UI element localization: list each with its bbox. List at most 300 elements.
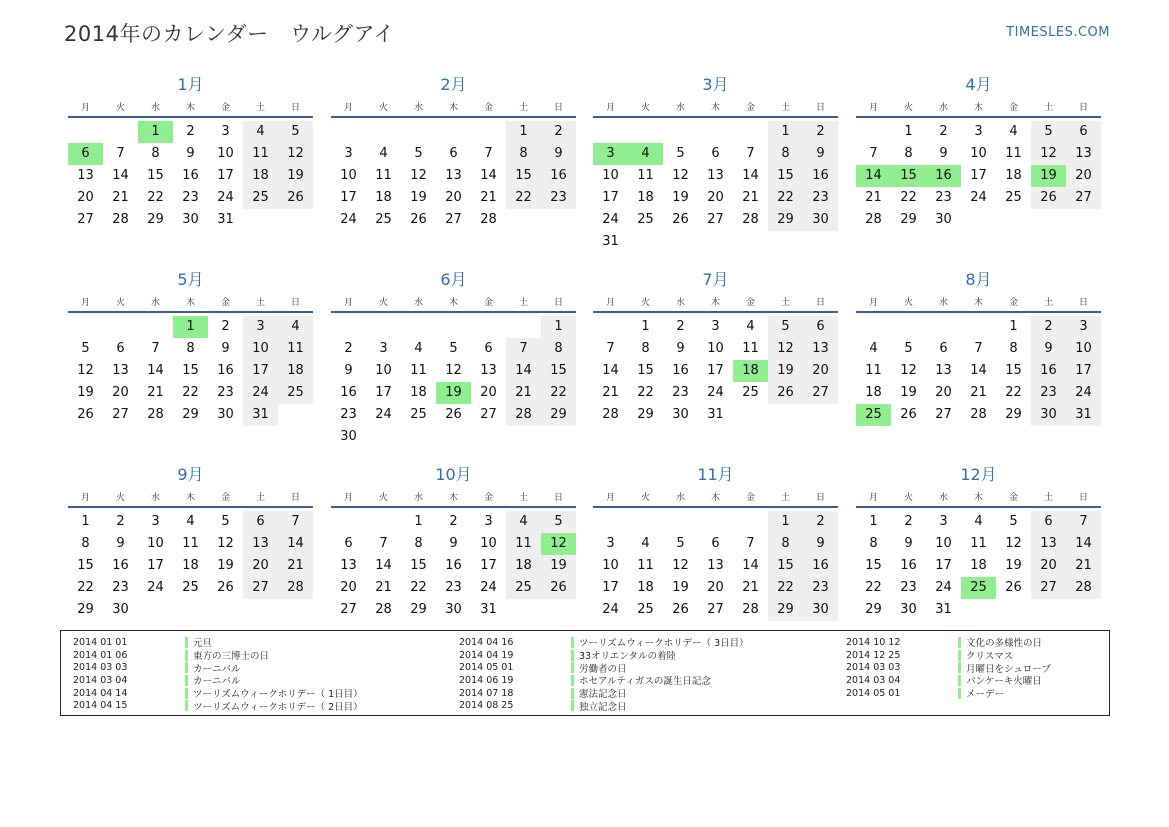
weekend-day-cell[interactable]: 11 [278,338,313,360]
holiday-day-cell[interactable]: 25 [856,404,891,426]
weekend-day-cell[interactable]: 3 [243,316,278,338]
day-cell[interactable]: 3 [711,319,720,334]
day-cell[interactable]: 2 [904,514,913,529]
day-cell[interactable]: 11 [182,536,199,551]
day-cell[interactable]: 11 [637,168,654,183]
day-cell[interactable]: 14 [970,363,987,378]
day-cell[interactable]: 8 [904,146,913,161]
day-cell[interactable]: 9 [676,341,685,356]
weekend-day-cell[interactable]: 24 [243,382,278,404]
weekend-day-cell[interactable]: 29 [768,599,803,621]
weekend-day-cell[interactable]: 6 [243,511,278,533]
day-cell[interactable]: 9 [939,146,948,161]
day-cell[interactable]: 12 [1005,536,1022,551]
day-cell[interactable]: 2 [939,124,948,139]
day-cell[interactable]: 3 [221,124,230,139]
day-cell[interactable]: 10 [970,146,987,161]
day-cell[interactable]: 6 [484,341,493,356]
weekend-day-cell[interactable]: 6 [1066,121,1101,143]
holiday-day-cell[interactable]: 19 [436,382,471,404]
day-cell[interactable]: 11 [742,341,759,356]
day-cell[interactable]: 18 [637,190,654,205]
day-cell[interactable]: 29 [637,407,654,422]
day-cell[interactable]: 12 [217,536,234,551]
holiday-day-cell[interactable]: 18 [733,360,768,382]
day-cell[interactable]: 21 [970,385,987,400]
weekend-day-cell[interactable]: 15 [541,360,576,382]
day-cell[interactable]: 14 [742,558,759,573]
day-cell[interactable]: 21 [865,190,882,205]
weekend-day-cell[interactable]: 1 [541,316,576,338]
day-cell[interactable]: 26 [217,580,234,595]
day-cell[interactable]: 15 [147,168,164,183]
weekend-day-cell[interactable]: 2 [803,511,838,533]
day-cell[interactable]: 3 [939,514,948,529]
day-cell[interactable]: 25 [637,602,654,617]
weekend-day-cell[interactable]: 12 [1031,143,1066,165]
day-cell[interactable]: 29 [1005,407,1022,422]
day-cell[interactable]: 4 [974,514,983,529]
day-cell[interactable]: 13 [707,558,724,573]
day-cell[interactable]: 24 [935,580,952,595]
day-cell[interactable]: 27 [707,602,724,617]
day-cell[interactable]: 27 [340,602,357,617]
day-cell[interactable]: 24 [217,190,234,205]
day-cell[interactable]: 31 [707,407,724,422]
day-cell[interactable]: 28 [480,212,497,227]
day-cell[interactable]: 12 [672,558,689,573]
weekend-day-cell[interactable]: 29 [541,404,576,426]
day-cell[interactable]: 26 [445,407,462,422]
day-cell[interactable]: 7 [116,146,125,161]
weekend-day-cell[interactable]: 13 [243,533,278,555]
weekend-day-cell[interactable]: 25 [506,577,541,599]
day-cell[interactable]: 1 [414,514,423,529]
weekend-day-cell[interactable]: 28 [278,577,313,599]
day-cell[interactable]: 25 [742,385,759,400]
day-cell[interactable]: 14 [742,168,759,183]
weekend-day-cell[interactable]: 17 [243,360,278,382]
day-cell[interactable]: 30 [935,212,952,227]
day-cell[interactable]: 17 [480,558,497,573]
holiday-day-cell[interactable]: 25 [961,577,996,599]
weekend-day-cell[interactable]: 16 [1031,360,1066,382]
weekend-day-cell[interactable]: 8 [541,338,576,360]
day-cell[interactable]: 8 [186,341,195,356]
day-cell[interactable]: 22 [900,190,917,205]
holiday-day-cell[interactable]: 6 [68,143,103,165]
day-cell[interactable]: 17 [147,558,164,573]
day-cell[interactable]: 27 [445,212,462,227]
weekend-day-cell[interactable]: 23 [803,577,838,599]
day-cell[interactable]: 3 [974,124,983,139]
day-cell[interactable]: 7 [484,146,493,161]
day-cell[interactable]: 27 [935,407,952,422]
holiday-day-cell[interactable]: 14 [856,165,891,187]
weekend-day-cell[interactable]: 25 [278,382,313,404]
day-cell[interactable]: 4 [379,146,388,161]
weekend-day-cell[interactable]: 5 [1031,121,1066,143]
weekend-day-cell[interactable]: 9 [1031,338,1066,360]
weekend-day-cell[interactable]: 18 [506,555,541,577]
day-cell[interactable]: 26 [672,602,689,617]
weekend-day-cell[interactable]: 22 [541,382,576,404]
day-cell[interactable]: 19 [672,580,689,595]
day-cell[interactable]: 16 [112,558,129,573]
day-cell[interactable]: 11 [637,558,654,573]
weekend-day-cell[interactable]: 1 [506,121,541,143]
day-cell[interactable]: 10 [147,536,164,551]
day-cell[interactable]: 26 [900,407,917,422]
weekend-day-cell[interactable]: 29 [768,209,803,231]
weekend-day-cell[interactable]: 23 [1031,382,1066,404]
day-cell[interactable]: 9 [116,536,125,551]
holiday-day-cell[interactable]: 1 [138,121,173,143]
day-cell[interactable]: 18 [410,385,427,400]
day-cell[interactable]: 12 [445,363,462,378]
day-cell[interactable]: 22 [865,580,882,595]
day-cell[interactable]: 4 [641,536,650,551]
weekend-day-cell[interactable]: 2 [803,121,838,143]
weekend-day-cell[interactable]: 8 [768,143,803,165]
weekend-day-cell[interactable]: 8 [768,533,803,555]
day-cell[interactable]: 21 [742,190,759,205]
day-cell[interactable]: 28 [112,212,129,227]
day-cell[interactable]: 30 [112,602,129,617]
holiday-day-cell[interactable]: 15 [891,165,926,187]
day-cell[interactable]: 8 [1009,341,1018,356]
day-cell[interactable]: 4 [1009,124,1018,139]
weekend-day-cell[interactable]: 10 [1066,338,1101,360]
day-cell[interactable]: 31 [217,212,234,227]
day-cell[interactable]: 18 [865,385,882,400]
day-cell[interactable]: 30 [340,429,357,444]
day-cell[interactable]: 17 [602,580,619,595]
day-cell[interactable]: 16 [217,363,234,378]
weekend-day-cell[interactable]: 4 [506,511,541,533]
weekend-day-cell[interactable]: 21 [1066,555,1101,577]
day-cell[interactable]: 3 [484,514,493,529]
day-cell[interactable]: 15 [182,363,199,378]
day-cell[interactable]: 27 [707,212,724,227]
day-cell[interactable]: 14 [112,168,129,183]
day-cell[interactable]: 23 [217,385,234,400]
day-cell[interactable]: 22 [1005,385,1022,400]
weekend-day-cell[interactable]: 10 [243,338,278,360]
weekend-day-cell[interactable]: 2 [541,121,576,143]
day-cell[interactable]: 27 [480,407,497,422]
day-cell[interactable]: 28 [375,602,392,617]
day-cell[interactable]: 28 [970,407,987,422]
weekend-day-cell[interactable]: 31 [243,404,278,426]
weekend-day-cell[interactable]: 26 [541,577,576,599]
weekend-day-cell[interactable]: 23 [541,187,576,209]
day-cell[interactable]: 24 [970,190,987,205]
weekend-day-cell[interactable]: 11 [243,143,278,165]
day-cell[interactable]: 29 [147,212,164,227]
day-cell[interactable]: 25 [375,212,392,227]
weekend-day-cell[interactable]: 12 [768,338,803,360]
day-cell[interactable]: 16 [445,558,462,573]
day-cell[interactable]: 17 [217,168,234,183]
weekend-day-cell[interactable]: 11 [506,533,541,555]
day-cell[interactable]: 24 [147,580,164,595]
day-cell[interactable]: 3 [606,536,615,551]
day-cell[interactable]: 7 [974,341,983,356]
weekend-day-cell[interactable]: 5 [768,316,803,338]
day-cell[interactable]: 15 [77,558,94,573]
weekend-day-cell[interactable]: 19 [541,555,576,577]
weekend-day-cell[interactable]: 15 [506,165,541,187]
day-cell[interactable]: 21 [112,190,129,205]
day-cell[interactable]: 3 [344,146,353,161]
day-cell[interactable]: 7 [869,146,878,161]
day-cell[interactable]: 11 [865,363,882,378]
weekend-day-cell[interactable]: 2 [1031,316,1066,338]
day-cell[interactable]: 27 [77,212,94,227]
day-cell[interactable]: 26 [672,212,689,227]
weekend-day-cell[interactable]: 9 [803,533,838,555]
day-cell[interactable]: 16 [182,168,199,183]
day-cell[interactable]: 12 [672,168,689,183]
day-cell[interactable]: 28 [602,407,619,422]
weekend-day-cell[interactable]: 20 [243,555,278,577]
weekend-day-cell[interactable]: 13 [803,338,838,360]
weekend-day-cell[interactable]: 1 [768,511,803,533]
holiday-day-cell[interactable]: 4 [628,143,663,165]
day-cell[interactable]: 29 [410,602,427,617]
day-cell[interactable]: 19 [1005,558,1022,573]
day-cell[interactable]: 8 [414,536,423,551]
day-cell[interactable]: 7 [379,536,388,551]
day-cell[interactable]: 12 [900,363,917,378]
day-cell[interactable]: 15 [637,363,654,378]
weekend-day-cell[interactable]: 27 [1066,187,1101,209]
day-cell[interactable]: 23 [900,580,917,595]
weekend-day-cell[interactable]: 20 [1031,555,1066,577]
day-cell[interactable]: 13 [445,168,462,183]
day-cell[interactable]: 20 [77,190,94,205]
day-cell[interactable]: 28 [742,602,759,617]
day-cell[interactable]: 17 [602,190,619,205]
weekend-day-cell[interactable]: 1 [768,121,803,143]
weekend-day-cell[interactable]: 26 [768,382,803,404]
weekend-day-cell[interactable]: 25 [243,187,278,209]
weekend-day-cell[interactable]: 14 [506,360,541,382]
day-cell[interactable]: 7 [746,536,755,551]
weekend-day-cell[interactable]: 30 [803,599,838,621]
weekend-day-cell[interactable]: 4 [278,316,313,338]
weekend-day-cell[interactable]: 24 [1066,382,1101,404]
weekend-day-cell[interactable]: 4 [243,121,278,143]
weekend-day-cell[interactable]: 12 [278,143,313,165]
day-cell[interactable]: 1 [81,514,90,529]
day-cell[interactable]: 12 [410,168,427,183]
day-cell[interactable]: 5 [676,536,685,551]
day-cell[interactable]: 20 [445,190,462,205]
day-cell[interactable]: 8 [641,341,650,356]
day-cell[interactable]: 6 [449,146,458,161]
day-cell[interactable]: 14 [480,168,497,183]
day-cell[interactable]: 1 [641,319,650,334]
weekend-day-cell[interactable]: 3 [1066,316,1101,338]
day-cell[interactable]: 5 [81,341,90,356]
day-cell[interactable]: 13 [935,363,952,378]
day-cell[interactable]: 9 [344,363,353,378]
weekend-day-cell[interactable]: 21 [278,555,313,577]
day-cell[interactable]: 10 [340,168,357,183]
day-cell[interactable]: 22 [77,580,94,595]
day-cell[interactable]: 25 [410,407,427,422]
holiday-day-cell[interactable]: 1 [173,316,208,338]
day-cell[interactable]: 28 [865,212,882,227]
day-cell[interactable]: 3 [151,514,160,529]
day-cell[interactable]: 8 [869,536,878,551]
weekend-day-cell[interactable]: 17 [1066,360,1101,382]
day-cell[interactable]: 10 [602,558,619,573]
day-cell[interactable]: 25 [1005,190,1022,205]
day-cell[interactable]: 29 [77,602,94,617]
day-cell[interactable]: 23 [445,580,462,595]
day-cell[interactable]: 11 [970,536,987,551]
weekend-day-cell[interactable]: 7 [278,511,313,533]
day-cell[interactable]: 2 [344,341,353,356]
day-cell[interactable]: 18 [637,580,654,595]
day-cell[interactable]: 13 [707,168,724,183]
day-cell[interactable]: 19 [217,558,234,573]
day-cell[interactable]: 2 [676,319,685,334]
day-cell[interactable]: 11 [410,363,427,378]
weekend-day-cell[interactable]: 15 [768,555,803,577]
day-cell[interactable]: 26 [410,212,427,227]
weekend-day-cell[interactable]: 30 [1031,404,1066,426]
weekend-day-cell[interactable]: 18 [243,165,278,187]
weekend-day-cell[interactable]: 13 [1066,143,1101,165]
day-cell[interactable]: 19 [410,190,427,205]
day-cell[interactable]: 20 [707,580,724,595]
holiday-day-cell[interactable]: 16 [926,165,961,187]
day-cell[interactable]: 5 [1009,514,1018,529]
day-cell[interactable]: 20 [935,385,952,400]
day-cell[interactable]: 14 [602,363,619,378]
day-cell[interactable]: 31 [935,602,952,617]
day-cell[interactable]: 3 [379,341,388,356]
day-cell[interactable]: 24 [375,407,392,422]
day-cell[interactable]: 13 [340,558,357,573]
day-cell[interactable]: 26 [1005,580,1022,595]
day-cell[interactable]: 19 [900,385,917,400]
weekend-day-cell[interactable]: 26 [1031,187,1066,209]
day-cell[interactable]: 7 [151,341,160,356]
weekend-day-cell[interactable]: 19 [768,360,803,382]
day-cell[interactable]: 24 [480,580,497,595]
holiday-day-cell[interactable]: 3 [593,143,628,165]
weekend-day-cell[interactable]: 18 [278,360,313,382]
day-cell[interactable]: 26 [77,407,94,422]
day-cell[interactable]: 8 [151,146,160,161]
day-cell[interactable]: 22 [637,385,654,400]
day-cell[interactable]: 19 [77,385,94,400]
weekend-day-cell[interactable]: 19 [278,165,313,187]
holiday-day-cell[interactable]: 12 [541,533,576,555]
day-cell[interactable]: 29 [900,212,917,227]
weekend-day-cell[interactable]: 6 [1031,511,1066,533]
day-cell[interactable]: 28 [147,407,164,422]
day-cell[interactable]: 5 [414,146,423,161]
day-cell[interactable]: 16 [900,558,917,573]
day-cell[interactable]: 9 [449,536,458,551]
day-cell[interactable]: 20 [480,385,497,400]
weekend-day-cell[interactable]: 20 [803,360,838,382]
weekend-day-cell[interactable]: 16 [541,165,576,187]
day-cell[interactable]: 18 [970,558,987,573]
day-cell[interactable]: 24 [340,212,357,227]
weekend-day-cell[interactable]: 13 [1031,533,1066,555]
day-cell[interactable]: 30 [217,407,234,422]
day-cell[interactable]: 6 [711,536,720,551]
day-cell[interactable]: 28 [742,212,759,227]
day-cell[interactable]: 21 [480,190,497,205]
weekend-day-cell[interactable]: 23 [803,187,838,209]
day-cell[interactable]: 10 [217,146,234,161]
day-cell[interactable]: 19 [672,190,689,205]
day-cell[interactable]: 20 [340,580,357,595]
weekend-day-cell[interactable]: 26 [278,187,313,209]
day-cell[interactable]: 21 [742,580,759,595]
weekend-day-cell[interactable]: 27 [803,382,838,404]
day-cell[interactable]: 2 [116,514,125,529]
day-cell[interactable]: 6 [939,341,948,356]
day-cell[interactable]: 4 [186,514,195,529]
day-cell[interactable]: 18 [1005,168,1022,183]
day-cell[interactable]: 12 [77,363,94,378]
day-cell[interactable]: 10 [375,363,392,378]
day-cell[interactable]: 4 [869,341,878,356]
day-cell[interactable]: 1 [869,514,878,529]
weekend-day-cell[interactable]: 22 [506,187,541,209]
day-cell[interactable]: 5 [221,514,230,529]
day-cell[interactable]: 6 [711,146,720,161]
weekend-day-cell[interactable]: 9 [541,143,576,165]
day-cell[interactable]: 18 [375,190,392,205]
weekend-day-cell[interactable]: 22 [768,577,803,599]
day-cell[interactable]: 22 [182,385,199,400]
day-cell[interactable]: 29 [182,407,199,422]
day-cell[interactable]: 22 [410,580,427,595]
day-cell[interactable]: 23 [935,190,952,205]
day-cell[interactable]: 7 [746,146,755,161]
weekend-day-cell[interactable]: 5 [541,511,576,533]
day-cell[interactable]: 10 [935,536,952,551]
weekend-day-cell[interactable]: 16 [803,165,838,187]
weekend-day-cell[interactable]: 8 [506,143,541,165]
weekend-day-cell[interactable]: 28 [506,404,541,426]
day-cell[interactable]: 31 [602,234,619,249]
weekend-day-cell[interactable]: 28 [1066,577,1101,599]
day-cell[interactable]: 30 [672,407,689,422]
day-cell[interactable]: 17 [707,363,724,378]
day-cell[interactable]: 15 [1005,363,1022,378]
day-cell[interactable]: 25 [182,580,199,595]
day-cell[interactable]: 20 [112,385,129,400]
weekend-day-cell[interactable]: 14 [1066,533,1101,555]
day-cell[interactable]: 23 [672,385,689,400]
day-cell[interactable]: 24 [707,385,724,400]
day-cell[interactable]: 5 [904,341,913,356]
day-cell[interactable]: 17 [935,558,952,573]
day-cell[interactable]: 21 [602,385,619,400]
day-cell[interactable]: 2 [221,319,230,334]
